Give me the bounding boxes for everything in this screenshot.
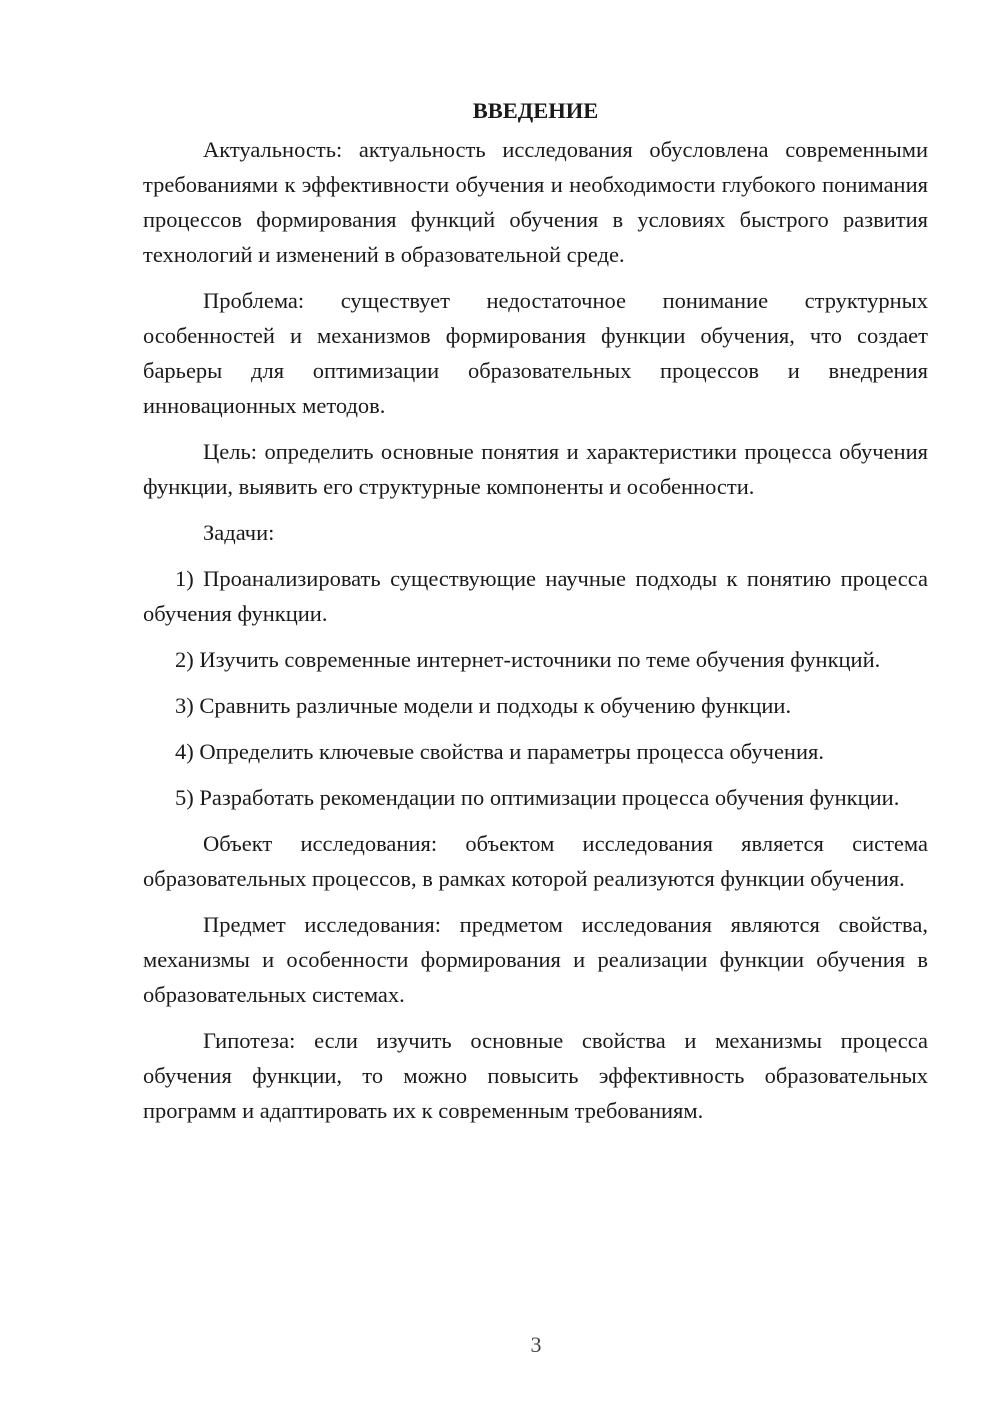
tasks-label: Задачи: — [203, 520, 275, 545]
task-item-2: 2) Изучить современные интернет-источники по теме обучения функций. — [175, 647, 881, 672]
paragraph-problem: Проблема: существует недостаточное понимание структурных особенностей и механизмов формирования функции обучения, что создает барьеры для оптимизации образовательных процессов и внедрения инновационных методов. — [143, 288, 928, 418]
paragraph-object: Объект исследования: объектом исследования является система образовательных процессов, в рамках которой реализуются функции обучения. — [143, 831, 928, 891]
task-item-3: 3) Сравнить различные модели и подходы к обучению функции. — [175, 693, 792, 718]
paragraph-goal: Цель: определить основные понятия и характеристики процесса обучения функции, выявить его структурные компоненты и особенности. — [143, 439, 928, 499]
task-item-4: 4) Определить ключевые свойства и параметры процесса обучения. — [175, 739, 824, 764]
paragraph-subject: Предмет исследования: предметом исследования являются свойства, механизмы и особенности формирования и реализации функции обучения в образовательных системах. — [143, 912, 928, 1007]
paragraph-relevance: Актуальность: актуальность исследования обусловлена современными требованиями к эффективности обучения и необходимости глубокого понимания процессов формирования функций обучения в условиях быстрого развития технологий и изменений в образовательной среде. — [143, 137, 928, 267]
page-title: ВВЕДЕНИЕ — [472, 98, 599, 123]
page-content — [143, 93, 928, 1139]
task-item-5: 5) Разработать рекомендации по оптимизации процесса обучения функции. — [175, 785, 900, 810]
task-item-1: 1) Проанализировать существующие научные подходы к понятию процесса обучения функции. — [143, 566, 928, 626]
page-number: 3 — [530, 1332, 542, 1357]
paragraph-hypothesis: Гипотеза: если изучить основные свойства и механизмы процесса обучения функции, то можно повысить эффективность образовательных программ и адаптировать их к современным требованиям. — [143, 1028, 928, 1123]
